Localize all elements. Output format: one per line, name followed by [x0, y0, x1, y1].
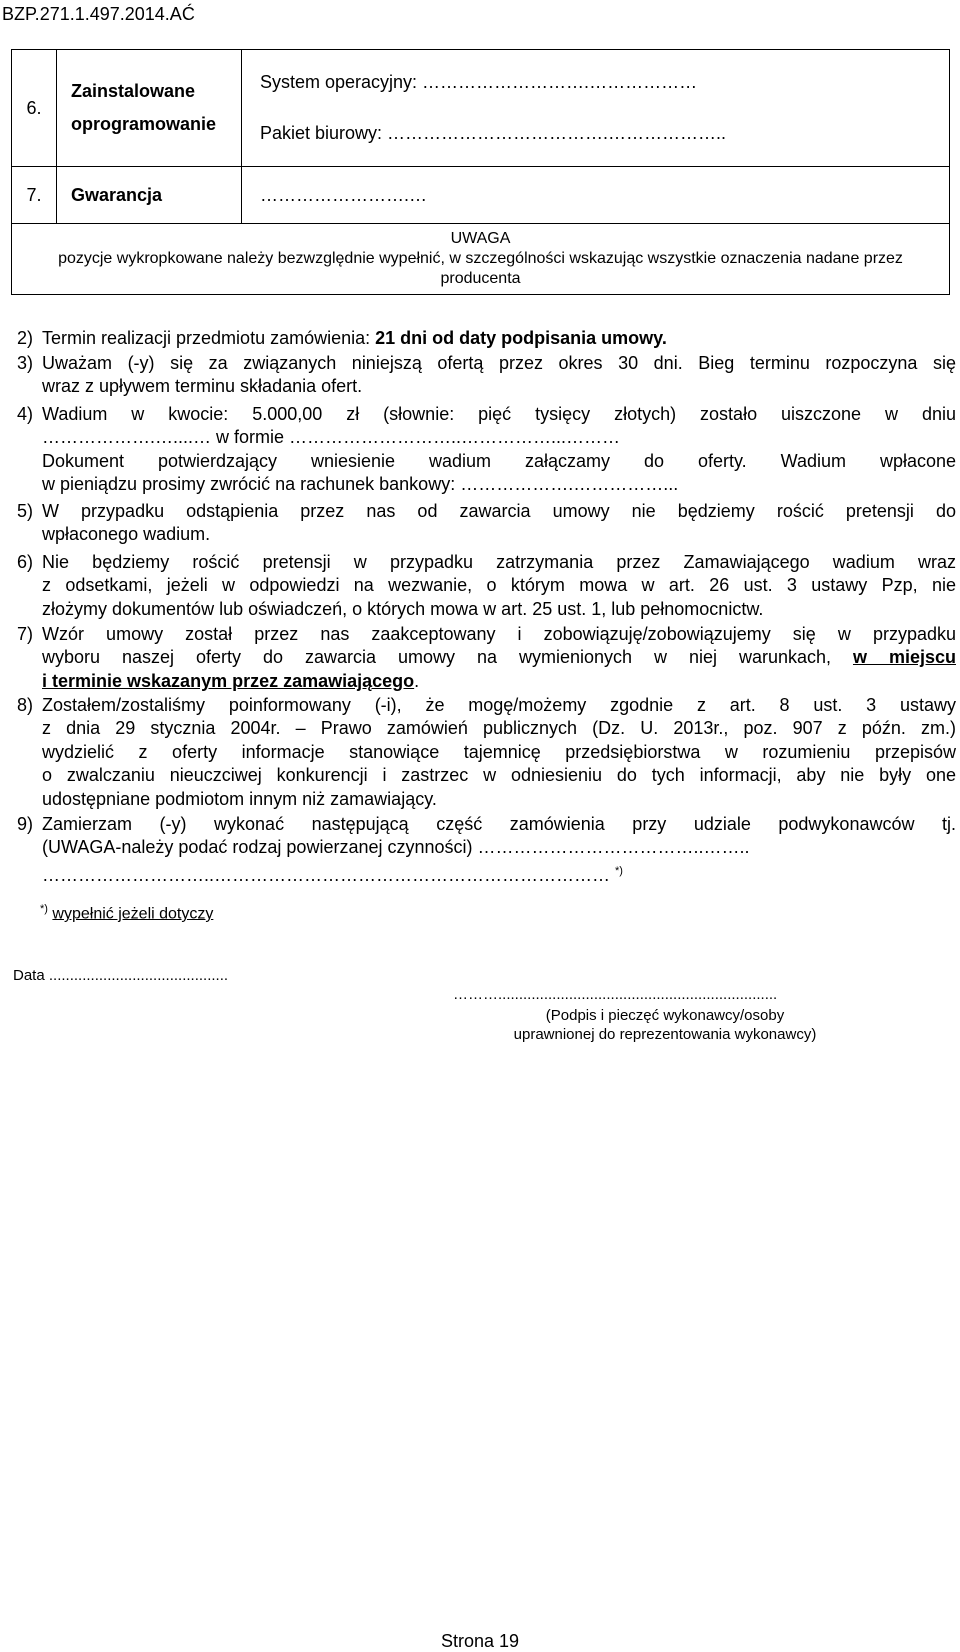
- row-number: 7.: [12, 167, 57, 224]
- document-reference: BZP.271.1.497.2014.AĆ: [2, 4, 195, 24]
- item-line: Zostałem/zostaliśmy poinformowany (-i), że mogę/możemy zgodnie z art. 8 ust. 3 ustawy: [42, 695, 956, 715]
- item-line: (UWAGA-należy podać rodzaj powierzanej czynności) ………………………………..……..: [42, 837, 750, 858]
- footnote-mark: *): [40, 903, 48, 915]
- signature-line: ………...................................................................: [453, 986, 778, 1003]
- item-line: wydzielić z oferty informacje stanowiące tajemnicę przedsiębiorstwa w rozumieniu przepisów: [42, 741, 956, 762]
- footnote-mark: *): [615, 864, 623, 877]
- item-text-bold: 21 dni od daty podpisania umowy.: [375, 328, 667, 348]
- list-item: [17, 694, 956, 811]
- item-line: udostępniane podmiotom innym niż zamawiający.: [42, 788, 437, 809]
- table-row: [12, 167, 950, 224]
- footnote: [40, 903, 213, 923]
- item-line: wyboru naszej oferty do zawarcia umowy na wymienionych w niej warunkach,: [42, 647, 853, 668]
- list-item: [17, 403, 956, 497]
- item-line: Nie będziemy rościć pretensji w przypadku zatrzymania przez Zamawiającego wadium wraz: [42, 552, 956, 572]
- item-line: W przypadku odstąpienia przez nas od zawarcia umowy nie będziemy rościć pretensji do: [42, 501, 956, 521]
- page-number: Strona 19: [440, 1631, 520, 1651]
- item-line: ……………….…....… w formie ………………………..……………...………: [42, 427, 621, 448]
- item-text: Termin realizacji przedmiotu zamówienia:: [42, 328, 376, 348]
- item-emphasis: i terminie wskazanym przez zamawiającego: [42, 670, 415, 691]
- item-number: 6): [17, 552, 34, 572]
- item-number: 4): [17, 404, 34, 424]
- uwaga-title: UWAGA: [450, 230, 511, 247]
- office-field: Pakiet biurowy: ……………………………….………………..: [260, 123, 727, 143]
- uwaga-note: [12, 224, 950, 295]
- item-line: złożymy dokumentów lub oświadczeń, o których mowa w art. 25 ust. 1, lub pełnomocnictw.: [42, 598, 764, 619]
- list-item: [17, 623, 956, 693]
- item-line: Wzór umowy został przez nas zaakceptowany i zobowiązuję/zobowiązujemy się w przypadku: [42, 624, 956, 644]
- item-line: wpłaconego wadium.: [42, 524, 211, 545]
- item-line: Uważam (-y) się za związanych niniejszą ofertą przez okres 30 dni. Bieg terminu rozpoczyna się: [42, 353, 956, 373]
- item-line: wraz z upływem terminu składania ofert.: [42, 376, 363, 397]
- item-number: 9): [17, 814, 34, 834]
- date-dots: ...........................................: [48, 967, 229, 984]
- item-line: Zamierzam (-y) wykonać następującą część zamówienia przy udziale podwykonawców tj.: [42, 814, 956, 834]
- list-item: [17, 500, 956, 547]
- item-number: 7): [17, 624, 34, 644]
- date-field: [13, 967, 228, 984]
- signature-caption-line: uprawnionej do reprezentowania wykonawcy): [513, 1026, 817, 1043]
- row-value: [242, 50, 950, 167]
- item-line: z odsetkami, jeżeli w odpowiedzi na wezwanie, o którym mowa w art. 26 ust. 3 ustawy Pzp, nie: [42, 575, 956, 596]
- item-number: 5): [17, 501, 34, 521]
- list-item: [17, 352, 956, 399]
- list-item: [17, 813, 956, 887]
- item-line: w pieniądzu prosimy zwrócić na rachunek bankowy: ……………….……………...: [42, 474, 679, 495]
- item-number: 2): [17, 328, 34, 348]
- list-item: [17, 551, 956, 621]
- table-row: [12, 224, 950, 295]
- item-number: 8): [17, 695, 34, 715]
- row-number: 6.: [12, 50, 57, 167]
- item-line: Dokument potwierdzający wniesienie wadium załączamy do oferty. Wadium wpłacone: [42, 450, 956, 471]
- date-label: Data: [13, 967, 45, 984]
- item-line: Wadium w kwocie: 5.000,00 zł (słownie: pięć tysięcy złotych) zostało uiszczone w dniu: [42, 404, 956, 424]
- row-label-line: Zainstalowane: [71, 81, 196, 101]
- footnote-text: wypełnić jeżeli dotyczy: [52, 905, 214, 923]
- warranty-field: …………………….…: [242, 167, 950, 224]
- item-number: 3): [17, 353, 34, 373]
- row-label-line: oprogramowanie: [71, 114, 217, 134]
- list-item: [17, 327, 956, 350]
- item-line: ………………………..…………………………………………………………: [42, 864, 611, 885]
- row-label: [57, 50, 242, 167]
- item-line: z dnia 29 stycznia 2004r. – Prawo zamówień publicznych (Dz. U. 2013r., poz. 907 z późn. zm.): [42, 718, 956, 739]
- signature-caption: [455, 1006, 875, 1044]
- os-field: System operacyjny: ……………………….………………: [260, 72, 698, 92]
- signature-caption-line: (Podpis i pieczęć wykonawcy/osoby: [545, 1007, 785, 1024]
- item-line: o zwalczaniu nieuczciwej konkurencji i zastrzec w odniesieniu do tych informacji, aby nie były one: [42, 765, 956, 786]
- table-row: [12, 50, 950, 167]
- item-line: .: [414, 670, 420, 691]
- uwaga-text: pozycje wykropkowane należy bezwzględnie wypełnić, w szczególności wskazując wszystkie oznaczenia nadane przez producenta: [58, 250, 903, 287]
- specification-table: [11, 49, 950, 295]
- row-label: Gwarancja: [57, 167, 242, 224]
- item-emphasis: w miejscu: [852, 647, 956, 668]
